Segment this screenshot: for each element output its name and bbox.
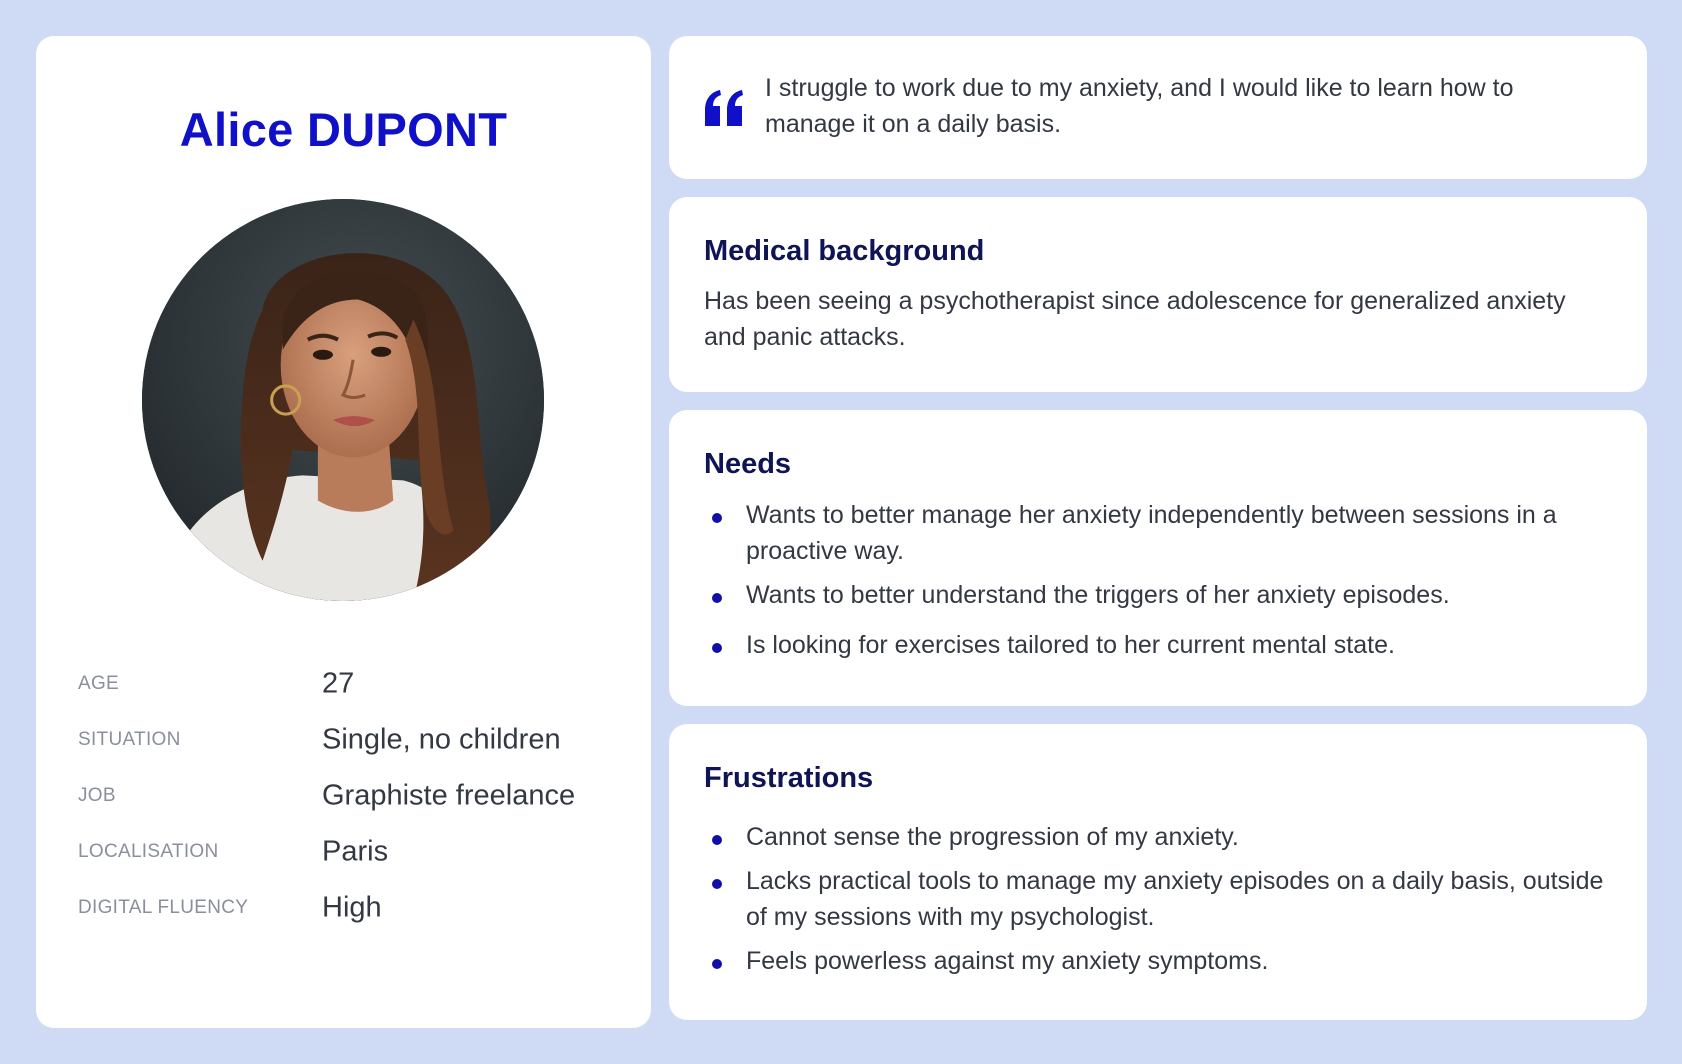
list-item-text: Wants to better manage her anxiety independently between sessions in a proactive way. — [746, 501, 1557, 565]
fact-label: SITUATION — [78, 729, 181, 750]
bullet-icon — [712, 959, 722, 969]
needs-title: Needs — [704, 448, 792, 480]
list-item — [704, 863, 1604, 935]
list-item-text: Wants to better understand the triggers of her anxiety episodes. — [746, 581, 1450, 609]
quote-icon — [703, 90, 745, 126]
fact-situation — [78, 720, 638, 760]
bullet-icon — [712, 513, 722, 523]
medical-title: Medical background — [704, 235, 985, 267]
list-item — [704, 819, 1604, 855]
portrait-photo-icon — [142, 199, 544, 601]
list-item-text: Is looking for exercises tailored to her current mental state. — [746, 631, 1395, 659]
list-item — [704, 943, 1604, 979]
frustrations-title: Frustrations — [704, 762, 874, 794]
list-item-text: Feels powerless against my anxiety symptoms. — [746, 947, 1269, 975]
list-item — [704, 497, 1604, 569]
needs-card — [669, 410, 1647, 706]
bullet-icon — [712, 879, 722, 889]
frustrations-card — [669, 724, 1647, 1020]
fact-label: DIGITAL FLUENCY — [78, 897, 249, 918]
fact-value: Single, no children — [322, 723, 561, 756]
fact-localisation — [78, 832, 638, 872]
fact-age — [78, 664, 638, 704]
fact-label: JOB — [78, 785, 116, 806]
list-item-text: Cannot sense the progression of my anxiety. — [746, 823, 1239, 851]
list-item — [704, 627, 1604, 663]
fact-job — [78, 776, 638, 816]
fact-value: Paris — [322, 835, 389, 868]
profile-card — [36, 36, 651, 1028]
list-item — [704, 577, 1604, 613]
bullet-icon — [712, 835, 722, 845]
medical-card — [669, 197, 1647, 392]
fact-label: LOCALISATION — [78, 841, 219, 862]
quote-card — [669, 36, 1647, 179]
fact-label: AGE — [78, 673, 120, 694]
fact-value: High — [322, 891, 382, 924]
quote-text: I struggle to work due to my anxiety, and I would like to learn how to manage it on a daily basis. — [765, 74, 1514, 138]
fact-value: 27 — [322, 667, 355, 700]
frustrations-list — [704, 819, 1604, 979]
avatar — [142, 199, 544, 601]
fact-digital-fluency — [78, 888, 638, 928]
medical-text: Has been seeing a psychotherapist since adolescence for generalized anxiety and panic attacks. — [704, 287, 1566, 351]
fact-value: Graphiste freelance — [322, 779, 576, 812]
bullet-icon — [712, 593, 722, 603]
persona-name: Alice DUPONT — [179, 103, 508, 156]
list-item-text: Lacks practical tools to manage my anxiety episodes on a daily basis, outside of my sessions with my psychologist. — [746, 867, 1604, 931]
needs-list — [704, 497, 1604, 663]
bullet-icon — [712, 643, 722, 653]
